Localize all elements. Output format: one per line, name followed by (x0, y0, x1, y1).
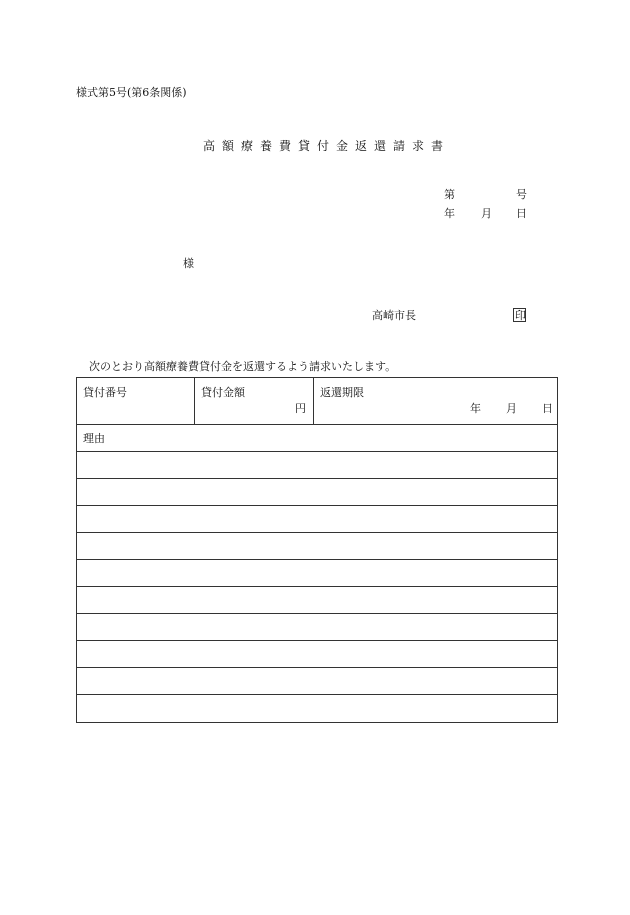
reason-line[interactable] (77, 668, 557, 695)
reason-line[interactable] (77, 506, 557, 533)
reason-line[interactable] (77, 452, 557, 479)
addressee-suffix: 様 (183, 257, 194, 270)
amount-unit: 円 (295, 402, 306, 415)
issuer: 高崎市長 (372, 309, 416, 322)
reason-row (77, 425, 557, 452)
reason-line[interactable] (77, 560, 557, 587)
request-table (76, 377, 558, 723)
loan-number-cell (77, 378, 195, 424)
reason-line[interactable] (77, 614, 557, 641)
deadline-year: 年 (470, 402, 481, 415)
seal-mark: 印 (515, 309, 526, 322)
document-title: 高額療養費貸付金返還請求書 (203, 139, 451, 153)
deadline-label: 返還期限 (320, 386, 364, 399)
table-header-row (77, 378, 557, 425)
reason-line[interactable] (77, 479, 557, 506)
deadline-cell (314, 378, 557, 424)
doc-number-suffix: 号 (516, 188, 527, 201)
intro-text: 次のとおり高額療養費貸付金を返還するよう請求いたします。 (89, 360, 397, 373)
reason-line[interactable] (77, 695, 557, 722)
date-day: 日 (516, 207, 527, 220)
date-month: 月 (481, 207, 492, 220)
loan-number-label: 貸付番号 (83, 386, 127, 399)
reason-line[interactable] (77, 641, 557, 668)
reason-line[interactable] (77, 533, 557, 560)
doc-number-prefix: 第 (444, 188, 455, 201)
date-year: 年 (444, 207, 455, 220)
deadline-month: 月 (506, 402, 517, 415)
form-id: 様式第5号(第6条関係) (76, 86, 187, 99)
deadline-day: 日 (542, 402, 553, 415)
reason-line[interactable] (77, 587, 557, 614)
loan-amount-label: 貸付金額 (201, 386, 245, 399)
loan-amount-cell (195, 378, 314, 424)
reason-label: 理由 (83, 432, 105, 445)
